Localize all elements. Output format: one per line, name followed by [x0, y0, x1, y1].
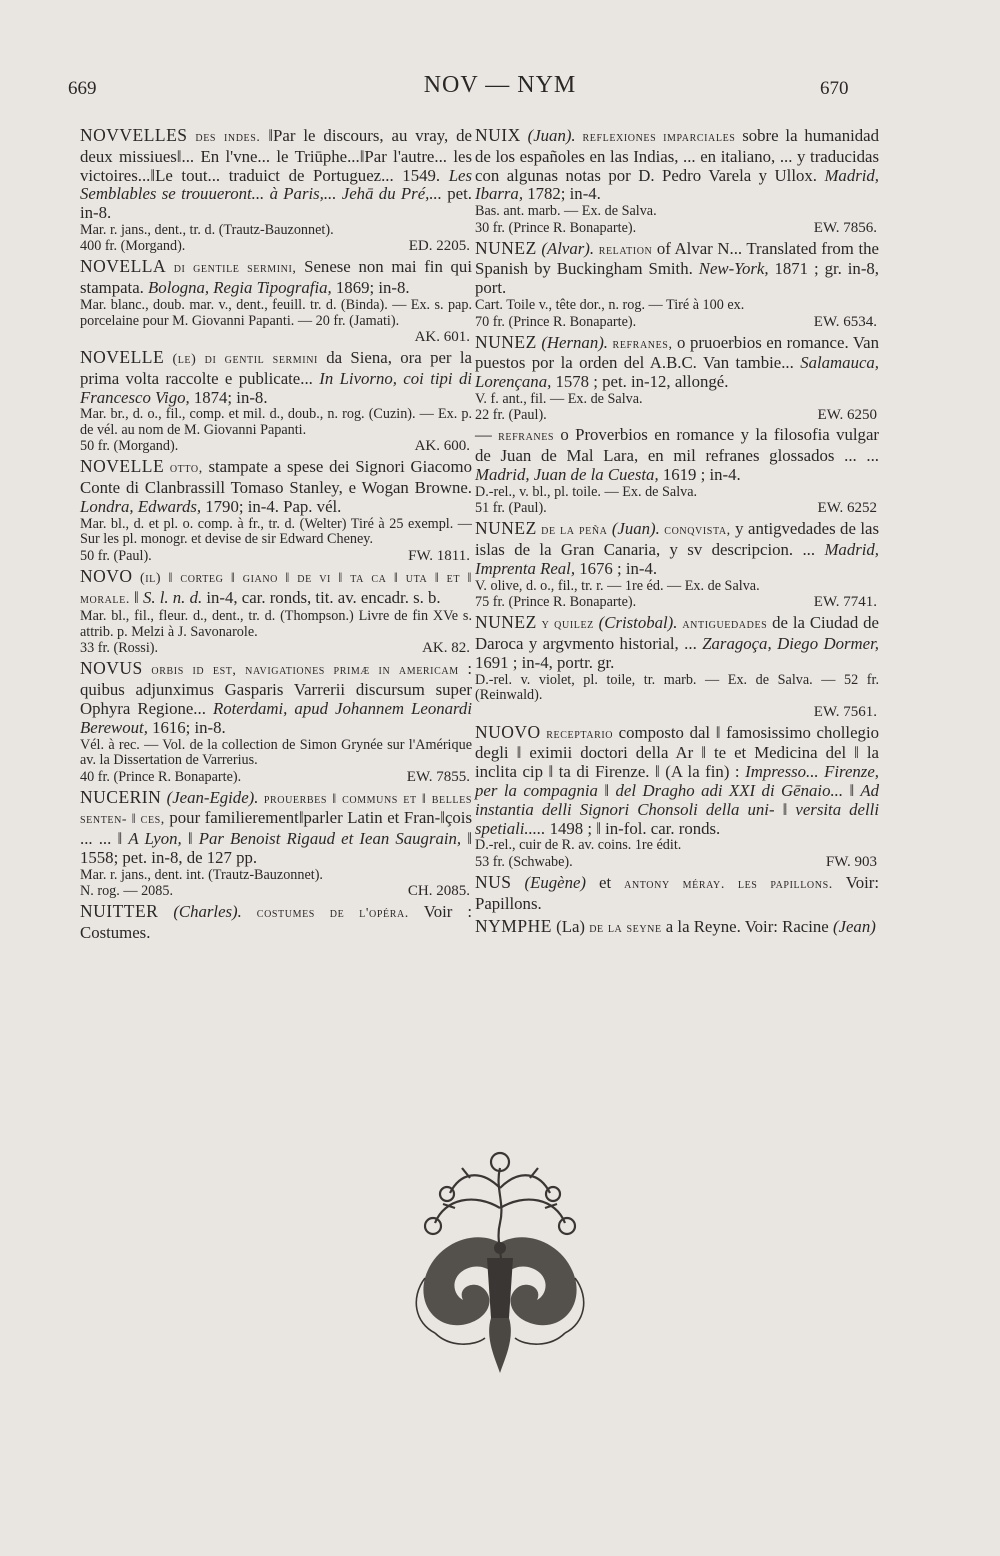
entry-text-segment: Madrid, Ibarra, — [475, 165, 879, 204]
entry-headword: NOVELLE — [80, 347, 165, 368]
left-column — [80, 126, 472, 946]
entry-text-segment: A Lyon, ‖ Par Benoist Rigaud et Iean Saugrain, — [128, 829, 462, 849]
entry-headword: NUITTER — [80, 901, 159, 922]
entry-text — [475, 426, 879, 484]
catalog-reference: CH. 2085. — [407, 883, 470, 900]
sale-line — [475, 500, 879, 516]
entry-text-segment: In Livorno, coi tipi di Francesco Vigo, — [80, 368, 472, 407]
entry-text — [80, 126, 472, 223]
entry-text-segment: of Alvar N... Translated from the Spanish by Buckingham Smith. — [475, 238, 879, 279]
entry-text-segment: — — [475, 425, 499, 445]
entry-text-segment: Bologna, Regia Tipografia, — [148, 278, 332, 298]
binding-note: Mar. blanc., doub. mar. v., dent., feuill. tr. d. (Binda). — Ex. s. pap. porcelaine pour M. Giovanni Papanti. — 20 fr. (Jamati). — [80, 297, 472, 329]
entry-headword: NUNEZ — [475, 612, 537, 633]
entry-text-segment: conqvista, — [664, 523, 736, 539]
entry-text-segment: 1616; in-8. — [147, 717, 226, 737]
entry-text-segment: receptario — [540, 726, 619, 742]
catalog-entry — [475, 723, 879, 870]
catalog-entry — [80, 348, 472, 454]
sale-line — [475, 594, 879, 610]
entry-headword: NOVELLA — [80, 256, 167, 277]
sale-line — [80, 238, 472, 254]
sale-line — [80, 329, 472, 345]
sale-line — [475, 704, 879, 720]
entry-text-segment: reflexiones imparciales — [582, 130, 743, 145]
sale-price: 400 fr. (Morgand). — [80, 238, 186, 255]
catalog-entry — [80, 659, 472, 784]
sale-price: 33 fr. (Rossi). — [80, 640, 159, 657]
entry-text-segment: 1619 ; in-4. — [658, 465, 741, 485]
catalog-entry — [475, 239, 879, 330]
catalog-entry — [80, 788, 472, 900]
binding-note: D.-rel., cuir de R. av. coins. 1re édit. — [475, 837, 682, 854]
sale-line — [80, 438, 472, 454]
sale-line — [80, 883, 472, 899]
entry-text-segment: Impresso... Firenze, per la compagnia ‖ del Dragho adi XXI di Gēnaio... ‖ Ad instantia delli Signori Chonsoli della uni- ‖ versita delli spetiali..... — [475, 762, 879, 838]
catalog-reference: FW. 1811. — [408, 547, 470, 564]
entry-text-segment: 1782; in-4. — [523, 184, 601, 204]
sale-price: 40 fr. (Prince R. Bonaparte). — [80, 768, 242, 785]
catalog-entry — [475, 873, 879, 914]
entry-text-segment: y antigvedades de las islas de la Gran Canaria, y sv descripcion. ... — [475, 519, 879, 560]
sale-line — [475, 314, 879, 330]
entry-text-segment: ‖Par le discours, au vray, de deux missiues‖... En l'vne... le Triūphe...‖Par l'autre... les victoires...‖Le tout... traduict de Portuguez... 1549. — [80, 126, 472, 185]
entry-text-segment: de la seyne — [589, 920, 666, 936]
entry-text-segment: 1869; in-8. — [331, 278, 410, 298]
entry-text — [475, 613, 879, 672]
sale-price: 30 fr. (Prince R. Bonaparte). — [475, 219, 637, 236]
entry-text-segment: (Eugène) — [511, 872, 600, 892]
entry-text-segment: 1498 ; ‖ in-fol. car. ronds. — [545, 818, 721, 838]
sale-line — [80, 640, 472, 656]
entry-text-segment: Les Semblables se trouueront... à Paris,... Jehā du Pré,... — [80, 165, 472, 204]
entry-text-segment: (il) ‖ corteg ‖ giano ‖ de vi ‖ ta ca ‖ uta ‖ et ‖ morale. — [80, 570, 472, 607]
entry-text-segment: composto dal ‖ famosissimo chollegio degli ‖ eximii doctori della Ar ‖ te et Medicina del ‖ la inclita cip ‖ ta di Firenze. ‖ (A la fin) : — [475, 722, 879, 782]
sale-line — [80, 548, 472, 564]
entry-headword: NOVELLE — [80, 456, 165, 477]
entry-text-segment: o pruoerbios en romance. Van puestos por la orden del A.B.C. Van tambie... — [475, 332, 879, 373]
entry-headword: NUOVO — [475, 721, 541, 742]
entry-text — [475, 917, 879, 939]
catalog-reference: EW. 7741. — [813, 594, 877, 611]
entry-text-segment: antony méray. les papillons. — [624, 876, 846, 892]
catalog-reference: EW. 6252 — [817, 500, 877, 517]
entry-headword: NOVVELLES — [80, 125, 188, 145]
binding-note: V. olive, d. o., fil., tr. r. — 1re éd. — Ex. de Salva. — [475, 577, 760, 594]
binding-note: Mar. r. jans., dent., tr. d. (Trautz-Bauzonnet). — [80, 221, 334, 238]
entry-text-segment: (Jean-Egide). — [161, 787, 264, 807]
entry-text-segment: otto, — [164, 461, 209, 477]
catalog-entry — [80, 126, 472, 254]
entry-text-segment: (Juan). — [611, 519, 665, 539]
sale-price: 75 fr. (Prince R. Bonaparte). — [475, 594, 637, 611]
entry-text-segment: orbis id est, navigationes primæ in americam — [142, 663, 468, 679]
entry-text-segment: 1691 ; in-4, portr. gr. — [475, 652, 615, 672]
entry-text-segment: refranes, — [612, 336, 678, 352]
binding-note: Vél. à rec. — Vol. de la collection de Simon Grynée sur l'Amérique av. la Dissertation de Varrerius. — [80, 736, 472, 769]
entry-text-segment: New-York, — [698, 259, 769, 279]
catalog-reference: FW. 903 — [825, 853, 877, 870]
sale-price: 50 fr. (Paul). — [80, 547, 152, 564]
entry-text-segment: costumes de l'opéra. — [256, 906, 424, 922]
catalog-entry — [80, 257, 472, 345]
binding-note: Bas. ant. marb. — Ex. de Salva. — [475, 203, 657, 220]
catalog-entry — [475, 917, 879, 939]
binding-note: Mar. bl., d. et pl. o. comp. à fr., tr. d. (Welter) Tiré à 25 exempl. — Sur les pl. monogr. et devise de sir Edward Cheney. — [80, 515, 472, 548]
entry-text-segment: (Juan). — [520, 126, 583, 145]
entry-text-segment: da Siena, ora per la prima volta raccolte e publicate... — [80, 348, 472, 388]
right-column — [475, 126, 879, 941]
catalog-reference: AK. 600. — [414, 438, 470, 455]
sale-line — [475, 220, 879, 236]
entry-text-segment: pour familierement‖parler Latin et Fran-‖çois ... ... ‖ — [80, 808, 472, 849]
entry-text-segment: de la Ciudad de Daroca y argvmento historial, ... — [475, 613, 880, 654]
sale-line — [475, 407, 879, 423]
entry-text-segment: Voir : Costumes. — [80, 902, 472, 943]
catalog-entry — [80, 902, 472, 943]
catalog-entry — [80, 457, 472, 563]
binding-note: Mar. r. jans., dent. int. (Trautz-Bauzonnet). — [80, 866, 323, 883]
sale-line — [475, 854, 879, 870]
catalog-entry — [475, 519, 879, 610]
page-header — [0, 72, 1000, 112]
catalog-reference: ED. 2205. — [408, 238, 470, 255]
entry-text-segment: ‖ 1558; pet. in-8, de 127 pp. — [80, 829, 472, 868]
binding-note: Mar. br., d. o., fil., comp. et mil. d., doub., n. rog. (Cuzin). — Ex. p. de vél. au nom de M. Giovanni Papanti. — [80, 406, 472, 438]
catalog-reference: EW. 6250 — [817, 407, 877, 424]
entry-text — [80, 788, 472, 868]
entry-text-segment: S. l. n. d. — [142, 587, 203, 607]
entry-text-segment: Zaragoça, Diego Dormer, — [702, 634, 879, 654]
entry-text — [475, 873, 879, 914]
entry-headword: NUNEZ — [475, 237, 537, 258]
running-title: NOV — NYM — [423, 72, 577, 98]
sale-price: 50 fr. (Morgand). — [80, 438, 179, 455]
catalog-reference: AK. 601. — [414, 329, 470, 346]
entry-text — [475, 333, 879, 392]
entry-text-segment: a la Reyne. Voir: Racine — [665, 916, 833, 936]
entry-text-segment: y quilez — [536, 617, 599, 633]
entry-text-segment: (Jean) — [832, 916, 876, 936]
entry-text-segment: Madrid, Juan de la Cuesta, — [475, 465, 659, 485]
catalog-entry — [475, 613, 879, 719]
sale-price: 51 fr. (Paul). — [475, 500, 547, 517]
entry-text-segment: relation — [598, 242, 657, 258]
entry-text — [475, 239, 879, 298]
sale-price: 70 fr. (Prince R. Bonaparte). — [475, 313, 637, 330]
binding-note: Cart. Toile v., tête dor., n. rog. — Tiré à 100 ex. — [475, 297, 745, 314]
entry-text-segment: stampate a spese dei Signori Giacomo Conte di Clanbrassill Tomaso Stanley, e Wogan Browne. — [80, 457, 472, 498]
catalog-entry — [475, 333, 879, 424]
entry-text — [475, 126, 879, 204]
entry-text-segment: 1676 ; in-4. — [575, 558, 658, 578]
entry-text-segment: antiguedades — [682, 617, 773, 633]
entry-text — [475, 519, 879, 578]
entry-text-segment: des indes. — [187, 130, 269, 145]
entry-text — [80, 902, 472, 943]
entry-headword: NUCERIN — [80, 786, 162, 807]
entry-text — [80, 567, 472, 610]
entry-text-segment: Roterdami, apud Johannem Leonardi Berewout, — [80, 699, 472, 737]
entry-text-segment: in-4, car. ronds, tit. av. encadr. s. b. — [202, 587, 441, 607]
entry-text — [80, 659, 472, 737]
entry-text-segment: o Proverbios en romance y la filosofia vulgar de Juan de Mal Lara, en mil refranes glossados ... ... — [475, 425, 879, 466]
catalog-reference: EW. 7855. — [406, 768, 470, 785]
catalog-reference: AK. 82. — [422, 640, 470, 657]
entry-text-segment: (le) di gentil sermini — [164, 352, 327, 368]
entry-text-segment: 1578 ; pet. in-12, allongé. — [551, 372, 729, 392]
entry-text-segment: (Alvar). — [536, 238, 599, 258]
entry-text-segment: refranes — [498, 429, 561, 445]
entry-headword: NOVUS — [80, 658, 143, 679]
entry-text-segment: pet. in-8. — [80, 184, 472, 223]
binding-note: Mar. bl., fil., fleur. d., dent., tr. d. (Thompson.) Livre de fin XVe s. attrib. p. Melzi à J. Savonarole. — [80, 608, 472, 640]
entry-text-segment: (Charles). — [158, 902, 257, 922]
entry-text-segment: (Hernan). — [536, 332, 613, 352]
entry-headword: NUNEZ — [475, 518, 537, 539]
entry-text-segment: 1874; in-8. — [189, 387, 268, 407]
entry-text-segment: Salamauca, Lorençana, — [475, 353, 879, 392]
entry-headword: NUNEZ — [475, 331, 537, 352]
catalog-reference: EW. 7856. — [813, 219, 877, 236]
entry-text-segment: di gentile sermini, — [166, 261, 305, 277]
entry-text-segment: Londra, Edwards, — [80, 497, 202, 517]
entry-text — [80, 257, 472, 298]
entry-text-segment: Voir: Papillons. — [475, 872, 880, 913]
fleuron-ornament-icon — [395, 1148, 605, 1383]
entry-text-segment: : quibus adjunximus Gasparis Varrerii discursum super Ophyra Regione... — [80, 659, 472, 719]
entry-text-segment: Senese non mai fin qui stampata. — [80, 257, 472, 298]
binding-note: D.-rel. v. violet, pl. toile, tr. marb. — Ex. de Salva. — 52 fr. (Reinwald). — [475, 671, 879, 704]
entry-text — [80, 457, 472, 516]
sale-price: 53 fr. (Schwabe). — [475, 853, 573, 870]
entry-text-segment: (La) — [551, 916, 590, 936]
entry-text-segment: prouerbes ‖ communs et ‖ belles senten- ‖ ces, — [80, 791, 472, 828]
sale-line — [80, 769, 472, 785]
entry-text-segment: 1790; in-4. Pap. vél. — [201, 497, 342, 517]
binding-note: D.-rel., v. bl., pl. toile. — Ex. de Salva. — [475, 483, 698, 500]
entry-text-segment: sobre la humanidad de los españoles en las Indias, ... en italiano, ... y traducidas con algunas notas por D. Pedro Varela y Ullox. — [475, 126, 879, 185]
binding-note: V. f. ant., fil. — Ex. de Salva. — [475, 390, 643, 407]
entry-text-segment: Madrid, Imprenta Real, — [475, 540, 879, 578]
entry-text-segment: de la peña — [536, 523, 612, 539]
entry-text-segment: (Cristobal). — [598, 613, 683, 633]
sale-price: 22 fr. (Paul). — [475, 407, 547, 424]
entry-text — [80, 348, 472, 407]
catalog-entry — [80, 567, 472, 657]
entry-text — [475, 723, 879, 839]
entry-headword: NYMPHE — [475, 915, 552, 936]
entry-headword: NUIX — [475, 125, 521, 145]
catalog-entry — [475, 426, 879, 516]
entry-headword: NUS — [475, 871, 512, 892]
catalog-reference: EW. 7561. — [813, 703, 877, 720]
entry-text-segment: ‖ — [134, 587, 143, 607]
sale-price: N. rog. — 2085. — [80, 883, 174, 900]
entry-headword: NOVO — [80, 565, 133, 586]
entry-text-segment: et — [599, 872, 625, 892]
entry-text-segment: 1871 ; gr. in-8, port. — [475, 259, 879, 298]
page-number-right: 670 — [820, 78, 849, 99]
catalog-entry — [475, 126, 879, 236]
catalog-reference: EW. 6534. — [813, 313, 877, 330]
page-number-left: 669 — [68, 78, 97, 99]
